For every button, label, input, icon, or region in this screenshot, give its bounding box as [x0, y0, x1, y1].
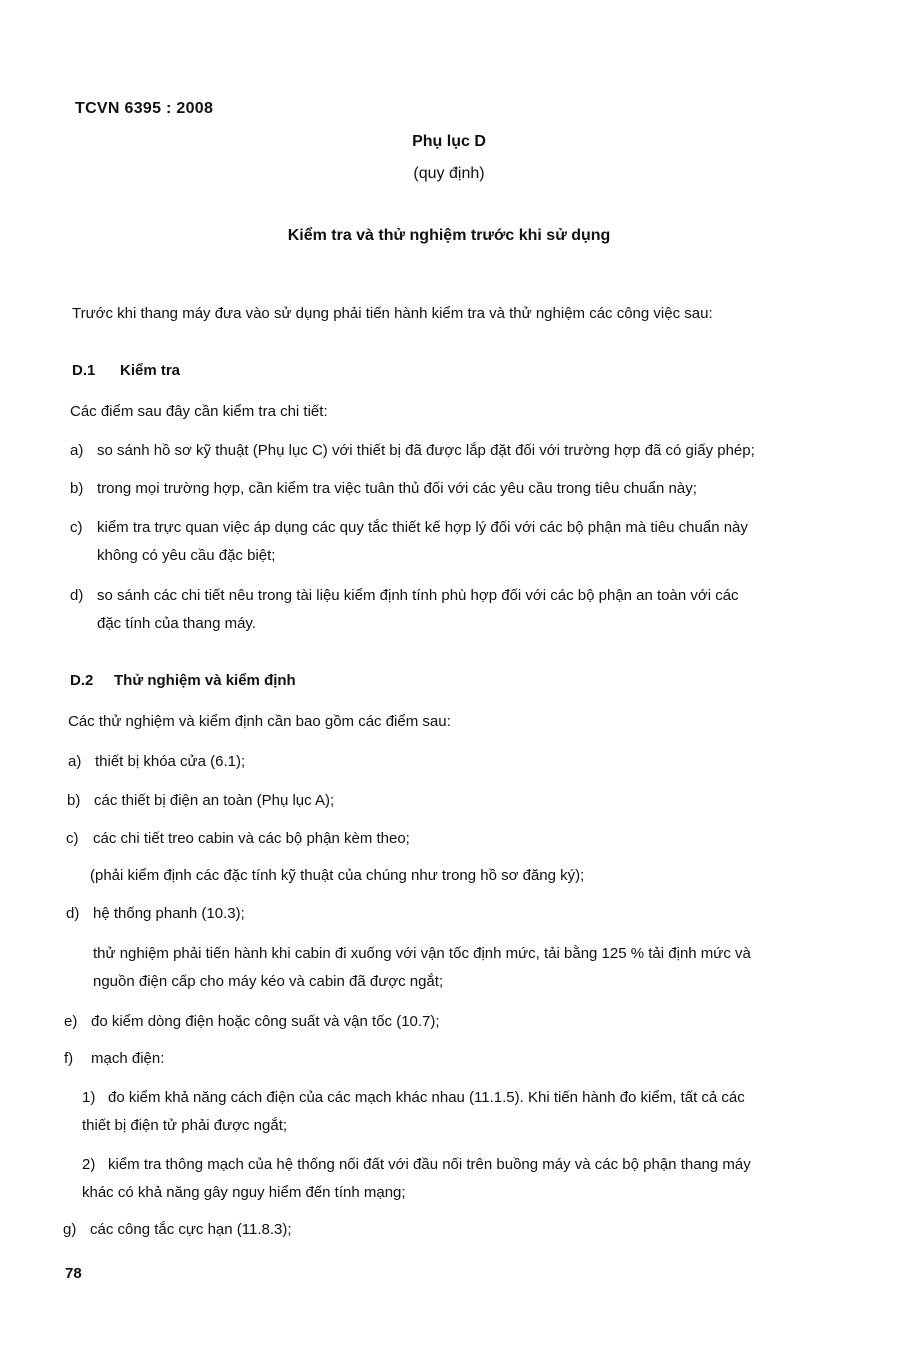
item-note: thử nghiệm phải tiến hành khi cabin đi xuống với vận tốc định mức, tải bằng 125 % tải định mức và: [93, 945, 751, 962]
annex-title: Phụ lục D: [412, 133, 486, 150]
section-d2-heading: [70, 671, 296, 690]
item-text: thiết bị khóa cửa (6.1);: [95, 753, 246, 770]
item-note: nguồn điện cấp cho máy kéo và cabin đã được ngắt;: [93, 973, 444, 990]
item-note: (phải kiểm định các đặc tính kỹ thuật của chúng như trong hồ sơ đăng ký);: [90, 867, 585, 884]
list-item: [70, 441, 755, 460]
item-label: b): [67, 792, 81, 809]
list-item: [66, 829, 410, 848]
list-item: [70, 586, 739, 605]
list-item: [64, 1012, 440, 1031]
item-text: kiểm tra trực quan việc áp dụng các quy tắc thiết kế hợp lý đối với các bộ phận mà tiêu chuẩn này: [97, 519, 748, 536]
list-item: [63, 1220, 292, 1239]
item-text: mạch điện:: [91, 1050, 165, 1067]
section-number: D.2: [70, 672, 94, 689]
item-label: e): [64, 1013, 78, 1030]
item-text: các thiết bị điện an toàn (Phụ lục A);: [94, 792, 335, 809]
item-label: c): [66, 830, 79, 847]
list-item: [67, 791, 334, 810]
item-label: b): [70, 480, 84, 497]
sub-item-label: 2): [82, 1156, 96, 1173]
section-d1-heading: [72, 361, 180, 380]
item-label: f): [64, 1050, 74, 1067]
item-continuation: không có yêu cầu đặc biệt;: [97, 547, 276, 564]
page-number: 78: [65, 1265, 82, 1282]
item-text: hệ thống phanh (10.3);: [93, 905, 245, 922]
item-label: d): [66, 905, 80, 922]
sub-list-item: [82, 1155, 751, 1174]
item-label: a): [70, 442, 84, 459]
document-title: Kiểm tra và thử nghiệm trước khi sử dụng: [287, 227, 611, 244]
sub-item-continuation: thiết bị điện tử phải được ngắt;: [82, 1117, 288, 1134]
section-title: Kiểm tra: [120, 362, 181, 379]
section-number: D.1: [72, 362, 96, 379]
list-item: [68, 752, 245, 771]
list-item: [70, 479, 697, 498]
list-item: [66, 904, 245, 923]
sub-list-item: [82, 1088, 745, 1107]
item-label: d): [70, 587, 84, 604]
section-d2-lead: Các thử nghiệm và kiểm định cần bao gồm các điểm sau:: [68, 713, 451, 730]
intro-paragraph: Trước khi thang máy đưa vào sử dụng phải tiến hành kiểm tra và thử nghiệm các công việc sau:: [72, 305, 713, 322]
sub-item-text: đo kiểm khả năng cách điện của các mạch khác nhau (11.1.5). Khi tiến hành đo kiểm, tất cả các: [108, 1089, 745, 1106]
list-item: [70, 518, 748, 537]
item-text: các chi tiết treo cabin và các bộ phận kèm theo;: [93, 830, 410, 847]
item-text: các công tắc cực hạn (11.8.3);: [90, 1221, 292, 1238]
section-d1-lead: Các điểm sau đây cần kiểm tra chi tiết:: [70, 403, 328, 420]
item-text: đo kiểm dòng điện hoặc công suất và vận tốc (10.7);: [91, 1013, 440, 1030]
section-title: Thử nghiệm và kiểm định: [114, 672, 296, 689]
item-continuation: đặc tính của thang máy.: [97, 615, 256, 632]
sub-item-text: kiểm tra thông mạch của hệ thống nối đất với đầu nối trên buồng máy và các bộ phận thang máy: [108, 1156, 751, 1173]
list-item: [64, 1049, 164, 1068]
standard-code: TCVN 6395 : 2008: [75, 100, 214, 117]
item-label: g): [63, 1221, 77, 1238]
item-text: so sánh hồ sơ kỹ thuật (Phụ lục C) với thiết bị đã được lắp đặt đối với trường hợp đã có giấy phép;: [97, 442, 755, 459]
sub-item-continuation: khác có khả năng gây nguy hiểm đến tính mạng;: [82, 1184, 406, 1201]
item-text: so sánh các chi tiết nêu trong tài liệu kiểm định tính phù hợp đối với các bộ phận an toàn với các: [97, 587, 739, 604]
item-label: a): [68, 753, 82, 770]
item-label: c): [70, 519, 83, 536]
sub-item-label: 1): [82, 1089, 96, 1106]
annex-subtitle: (quy định): [413, 165, 485, 182]
item-text: trong mọi trường hợp, cần kiểm tra việc tuân thủ đối với các yêu cầu trong tiêu chuẩn này;: [97, 480, 697, 497]
